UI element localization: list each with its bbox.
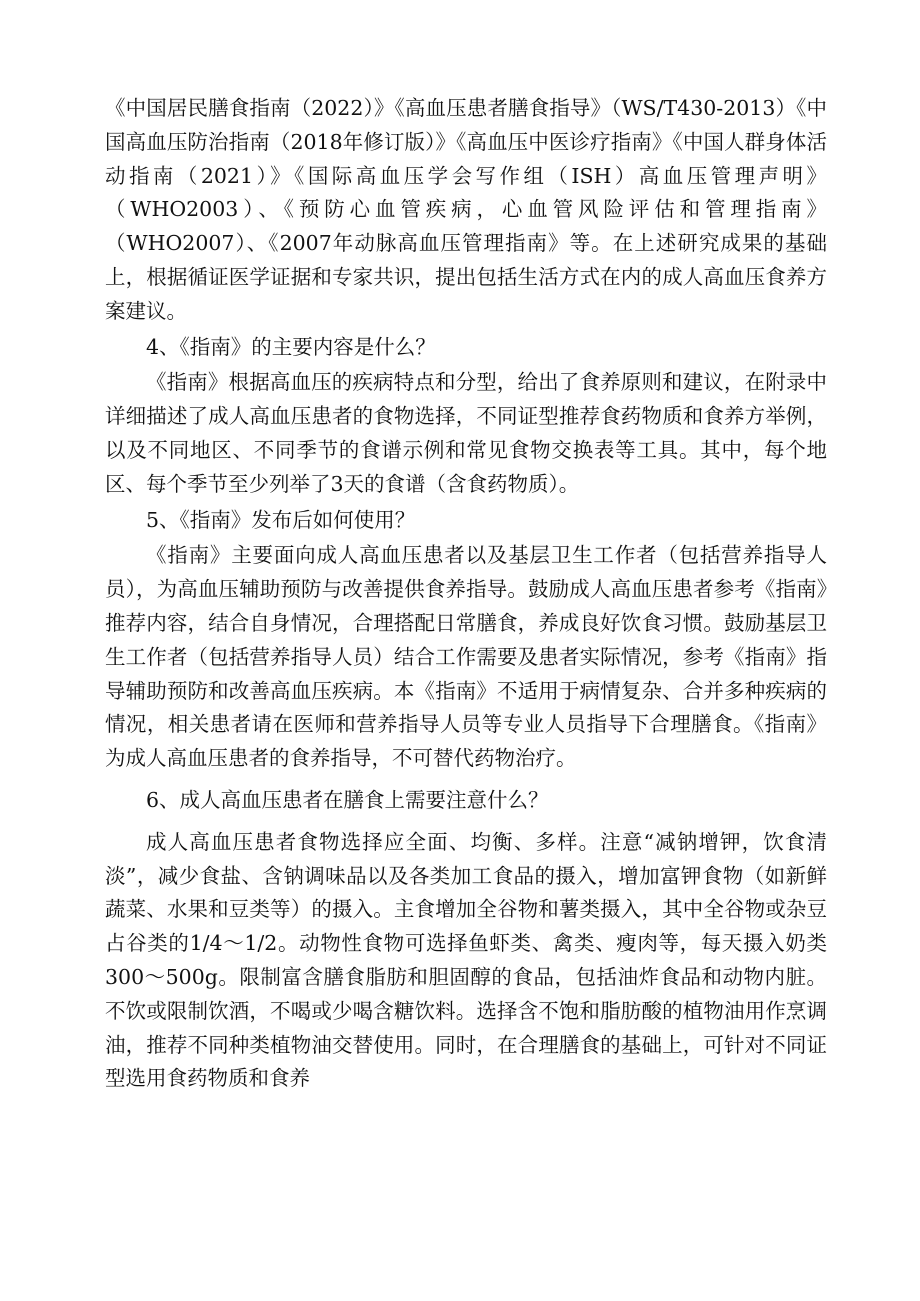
section-heading-4: 4、《指南》的主要内容是什么？ bbox=[146, 334, 436, 359]
section-body-4: 《指南》根据高血压的疾病特点和分型，给出了食养原则和建议，在附录中详细描述了成人高血压患者的食物选择，不同证型推荐食药物质和食养方举例，以及不同地区、不同季节的食谱示例和常见食物交换表等工具。其中，每个地区、每个季节至少列举了3天的食谱（含食药物质）。 bbox=[105, 370, 827, 496]
intro-paragraph: 《中国居民膳食指南（2022）》《高血压患者膳食指导》（WS/T430-2013）《中国高血压防治指南（2018年修订版）》《高血压中医诊疗指南》《中国人群身体活动指南（2021）》《国际高血压学会写作组（ISH）高血压管理声明》（WHO2003）、《预防心血管疾病，心血管风险评估和管理指南》（WHO2007）、《2007年动脉高血压管理指南》等。在上述研究成果的基础上，根据循证医学证据和专家共识，提出包括生活方式在内的成人高血压食养方案建议。 bbox=[105, 96, 827, 323]
section-body-5: 《指南》主要面向成人高血压患者以及基层卫生工作者（包括营养指导人员），为高血压辅助预防与改善提供食养指导。鼓励成人高血压患者参考《指南》推荐内容，结合自身情况，合理搭配日常膳食，养成良好饮食习惯。鼓励基层卫生工作者（包括营养指导人员）结合工作需要及患者实际情况，参考《指南》指导辅助预防和改善高血压疾病。本《指南》不适用于病情复杂、合并多种疾病的情况，相关患者请在医师和营养指导人员等专业人员指导下合理膳食。《指南》为成人高血压患者的食养指导，不可替代药物治疗。 bbox=[105, 543, 827, 771]
section-heading-6: 6、成人高血压患者在膳食上需要注意什么？ bbox=[146, 787, 549, 812]
section-body-6: 成人高血压患者食物选择应全面、均衡、多样。注意“减钠增钾，饮食清淡”，减少食盐、含钠调味品以及各类加工食品的摄入，增加富钾食物（如新鲜蔬菜、水果和豆类等）的摄入。主食增加全谷物和薯类摄入，其中全谷物或杂豆占谷类的1/4～1/2。动物性食物可选择鱼虾类、禽类、瘦肉等，每天摄入奶类300～500g。限制富含膳食脂肪和胆固醇的食品，包括油炸食品和动物内脏。不饮或限制饮酒，不喝或少喝含糖饮料。选择含不饱和脂肪酸的植物油用作烹调油，推荐不同种类植物油交替使用。同时，在合理膳食的基础上，可针对不同证型选用食药物质和食养 bbox=[105, 829, 827, 1091]
document-page bbox=[105, 92, 827, 1096]
section-heading-5: 5、《指南》发布后如何使用？ bbox=[146, 507, 416, 532]
